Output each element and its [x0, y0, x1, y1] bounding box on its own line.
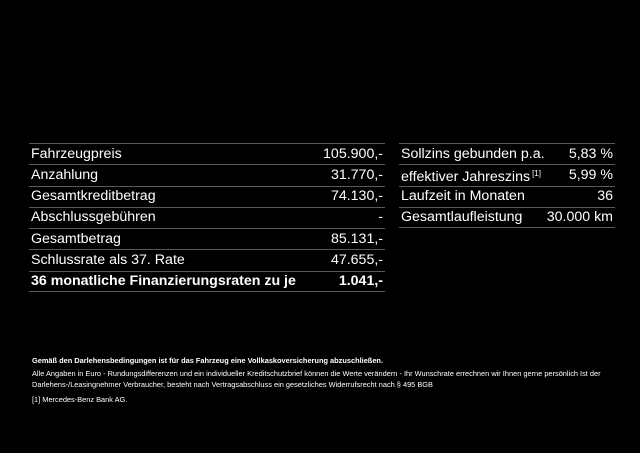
row-label: Sollzins gebunden p.a.: [401, 145, 545, 162]
row-label: effektiver Jahreszins: [401, 168, 531, 185]
table-row: [399, 186, 615, 207]
row-value: 105.900,-: [323, 145, 383, 162]
row-value: -: [378, 209, 383, 226]
row-label: Gesamtkreditbetrag: [31, 188, 156, 205]
row-label: Anzahlung: [31, 166, 99, 183]
footnote-text: Mercedes-Benz Bank AG.: [42, 395, 128, 404]
table-row: [399, 207, 615, 228]
row-value: 30.000 km: [546, 208, 613, 225]
table-row: [29, 164, 385, 185]
row-value: 1.041,-: [338, 272, 383, 289]
conditions-table: [399, 143, 615, 228]
table-row: [399, 164, 615, 185]
row-label: Abschlussgebühren: [31, 209, 156, 226]
footnote: [32, 395, 612, 406]
row-value: 74.130,-: [330, 188, 383, 205]
row-value: 5,99 %: [568, 166, 613, 183]
table-row: [29, 186, 385, 207]
row-label: Gesamtbetrag: [31, 230, 121, 247]
row-label: Schlussrate als 37. Rate: [31, 251, 185, 268]
table-row: [29, 207, 385, 228]
row-label-with-footnote: [401, 163, 541, 188]
row-value: 5,83 %: [568, 145, 613, 162]
insurance-note: Gemäß den Darlehensbedingungen ist für das Fahrzeug eine Vollkaskoversicherung abzuschließen.: [32, 356, 384, 365]
table-row: [29, 228, 385, 249]
financing-table: [29, 143, 385, 292]
table-row: [29, 249, 385, 270]
row-label: Gesamtlaufleistung: [401, 208, 523, 225]
row-value: 36: [597, 188, 613, 205]
monthly-rate-row: [29, 271, 385, 292]
row-value: 47.655,-: [330, 251, 383, 268]
table-row: [399, 143, 615, 164]
table-row: [29, 143, 385, 164]
row-label: 36 monatliche Finanzierungsraten zu je: [31, 272, 296, 289]
row-value: 85.131,-: [330, 230, 383, 247]
row-label: Laufzeit in Monaten: [401, 188, 525, 205]
footnote-marker: [1]: [532, 168, 541, 178]
legal-disclaimer: Alle Angaben in Euro - Rundungsdifferenzen und ein individueller Kreditschutzbrief können die Werte verändern - Ihr Wunschrate errechnen wir Ihnen gerne persönlich Ist der Darlehens-/Leasingnehmer Verbraucher, besteht nach Vertragsabschluss ein gesetzliches Widerrufsrecht nach § 495 BGB: [32, 369, 601, 389]
row-label: Fahrzeugpreis: [31, 145, 122, 162]
row-value: 31.770,-: [330, 166, 383, 183]
footnote-marker: [1]: [32, 395, 41, 404]
